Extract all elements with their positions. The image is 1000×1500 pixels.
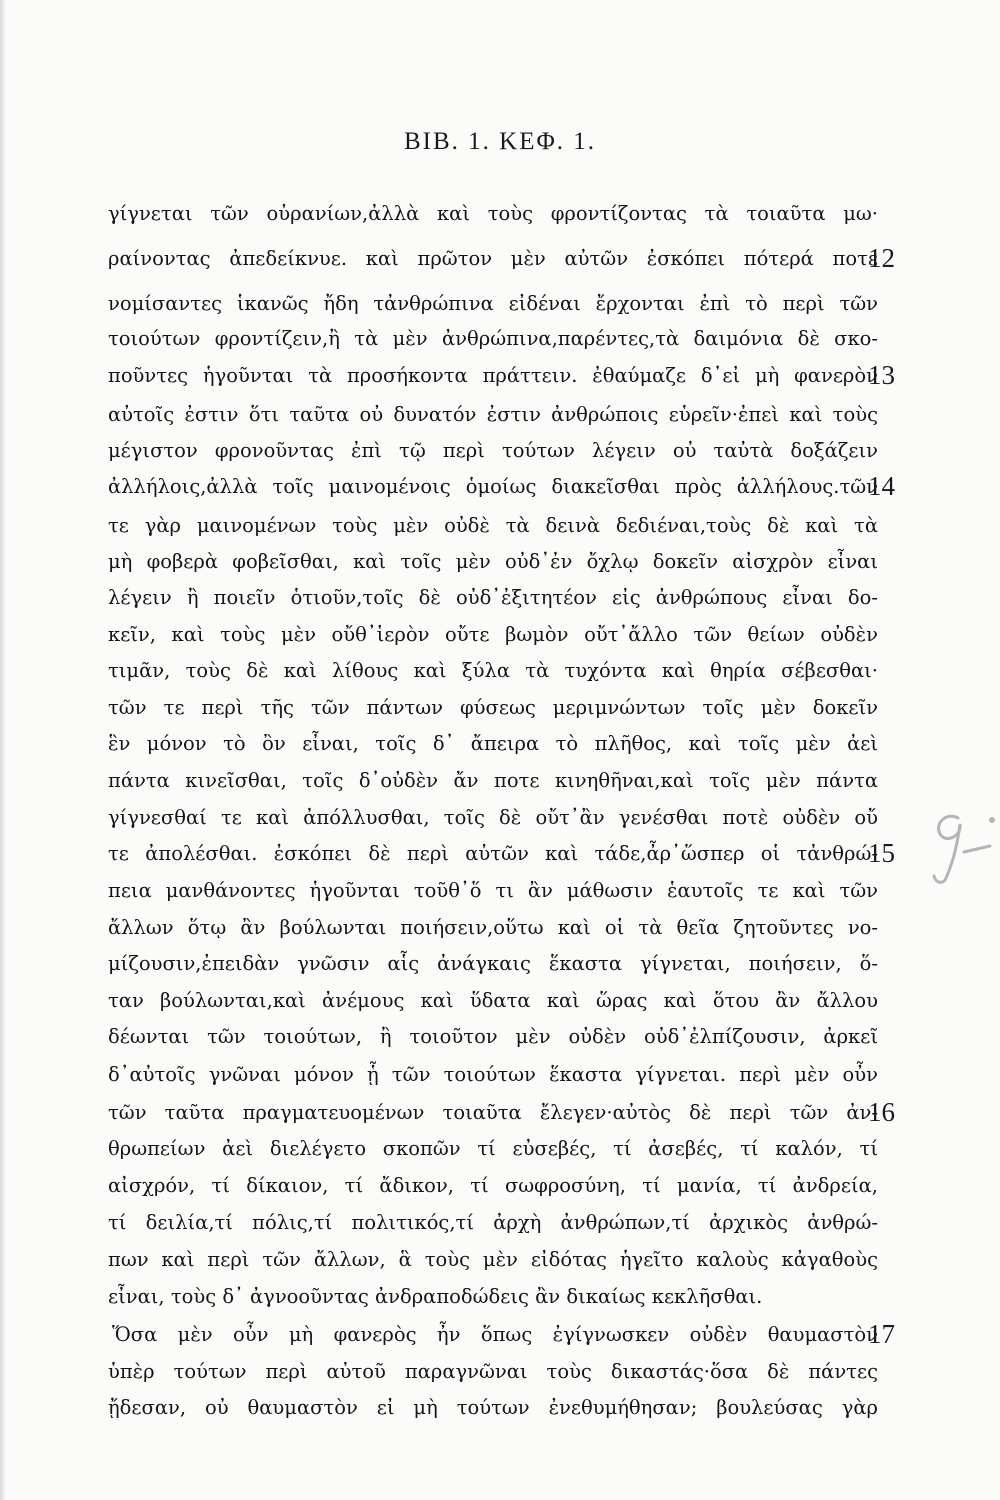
text-line: νομίσαντες ἱκανῶς ἤδη τἀνθρώπινα εἰδέναι ἔρχονται ἐπὶ τὸ περὶ τῶν xyxy=(108,292,878,315)
text-line: θρωπείων ἀεὶ διελέγετο σκοπῶν τί εὐσεβές, τί ἀσεβές, τί καλόν, τί xyxy=(108,1137,878,1160)
text-line: αἰσχρόν, τί δίκαιον, τί ἄδικον, τί σωφροσύνη, τί μανία, τί ἀνδρεία, xyxy=(108,1174,878,1197)
running-header: BIB. 1. ΚΕΦ. 1. xyxy=(403,128,597,155)
text-line: ἀλλήλοις,ἀλλὰ τοῖς μαινομένοις ὁμοίως διακεῖσθαι πρὸς ἀλλήλους.τῶν xyxy=(108,475,878,498)
text-line: μίζουσιν,ἐπειδὰν γνῶσιν αἷς ἀνάγκαις ἕκαστα γίγνεται, ποιήσειν, ὅ- xyxy=(108,952,878,975)
section-number: 14 xyxy=(868,471,895,501)
section-number: 12 xyxy=(868,243,895,273)
text-line: πάντα κινεῖσθαι, τοῖς δ᾽οὐδὲν ἄν ποτε κινηθῆναι,καὶ τοῖς μὲν πάντα xyxy=(108,769,878,792)
section-number: 13 xyxy=(868,360,895,390)
text-line: λέγειν ἢ ποιεῖν ὁτιοῦν,τοῖς δὲ οὐδ᾽ἐξιτητέον εἰς ἀνθρώπους εἶναι δο- xyxy=(108,586,878,609)
text-line: ὑπὲρ τούτων περὶ αὐτοῦ παραγνῶναι τοὺς δικαστάς·ὅσα δὲ πάντες xyxy=(108,1360,878,1383)
text-line: Ὅσα μὲν οὖν μὴ φανερὸς ἦν ὅπως ἐγίγνωσκεν οὐδὲν θαυμαστὸν xyxy=(112,1323,878,1346)
text-line: τιμᾶν, τοὺς δὲ καὶ λίθους καὶ ξύλα τὰ τυχόντα καὶ θηρία σέβεσθαι· xyxy=(108,659,878,682)
text-line: ραίνοντας ἀπεδείκνυε. καὶ πρῶτον μὲν αὐτῶν ἐσκόπει πότερά ποτε xyxy=(108,247,878,270)
text-line: ᾔδεσαν, οὐ θαυμαστὸν εἰ μὴ τούτων ἐνεθυμήθησαν; βουλεύσας γὰρ xyxy=(108,1396,878,1419)
text-line: μὴ φοβερὰ φοβεῖσθαι, καὶ τοῖς μὲν οὐδ᾽ἐν ὄχλῳ δοκεῖν αἰσχρὸν εἶναι xyxy=(108,550,878,573)
pencil-annotation-mark xyxy=(920,800,1000,890)
text-line: τοιούτων φροντίζειν,ἢ τὰ μὲν ἀνθρώπινα,παρέντες,τὰ δαιμόνια δὲ σκο- xyxy=(108,327,878,350)
text-line: τε γὰρ μαινομένων τοὺς μὲν οὐδὲ τὰ δεινὰ δεδιέναι,τοὺς δὲ καὶ τὰ xyxy=(108,514,878,537)
text-line: τί δειλία,τί πόλις,τί πολιτικός,τί ἀρχὴ ἀνθρώπων,τί ἀρχικὸς ἀνθρώ- xyxy=(108,1211,878,1234)
text-line: γίγνεται τῶν οὐρανίων,ἀλλὰ καὶ τοὺς φροντίζοντας τὰ τοιαῦτα μω· xyxy=(108,202,878,225)
text-line: αὐτοῖς ἐστιν ὅτι ταῦτα οὐ δυνατόν ἐστιν ἀνθρώποις εὑρεῖν·ἐπεὶ καὶ τοὺς xyxy=(108,403,878,426)
text-line: τῶν τε περὶ τῆς τῶν πάντων φύσεως μεριμνώντων τοῖς μὲν δοκεῖν xyxy=(108,696,878,719)
text-line: δ᾽αὐτοῖς γνῶναι μόνον ᾗ τῶν τοιούτων ἕκαστα γίγνεται. περὶ μὲν οὖν xyxy=(108,1063,878,1086)
text-line: κεῖν, καὶ τοὺς μὲν οὔθ᾽ἱερὸν οὔτε βωμὸν οὔτ᾽ἄλλο τῶν θείων οὐδὲν xyxy=(108,623,878,646)
text-line: γίγνεσθαί τε καὶ ἀπόλλυσθαι, τοῖς δὲ οὔτ᾽ἂν γενέσθαι ποτὲ οὐδὲν οὔ xyxy=(108,806,878,829)
text-line: ἄλλων ὅτῳ ἂν βούλωνται ποιήσειν,οὕτω καὶ οἱ τὰ θεῖα ζητοῦντες νο- xyxy=(108,916,878,939)
text-line: ἓν μόνον τὸ ὂν εἶναι, τοῖς δ᾽ ἄπειρα τὸ πλῆθος, καὶ τοῖς μὲν ἀεὶ xyxy=(108,732,878,755)
text-line: τε ἀπολέσθαι. ἐσκόπει δὲ περὶ αὐτῶν καὶ τάδε,ἆρ᾽ὥσπερ οἱ τἀνθρώ- xyxy=(108,842,878,865)
text-line: μέγιστον φρονοῦντας ἐπὶ τῷ περὶ τούτων λέγειν οὐ ταὐτὰ δοξάζειν xyxy=(108,439,878,462)
text-line: πων καὶ περὶ τῶν ἄλλων, ἃ τοὺς μὲν εἰδότας ἡγεῖτο καλοὺς κἀγαθοὺς xyxy=(108,1248,878,1271)
text-line: ποῦντες ἡγοῦνται τὰ προσήκοντα πράττειν. ἐθαύμαζε δ᾽εἰ μὴ φανερὸν xyxy=(108,364,878,387)
text-line: πεια μανθάνοντες ἡγοῦνται τοῦθ᾽ὅ τι ἂν μάθωσιν ἑαυτοῖς τε καὶ τῶν xyxy=(108,879,878,902)
text-line: ταν βούλωνται,καὶ ἀνέμους καὶ ὕδατα καὶ ὥρας καὶ ὅτου ἂν ἄλλου xyxy=(108,989,878,1012)
text-line: εἶναι, τοὺς δ᾽ ἀγνοοῦντας ἀνδραποδώδεις ἂν δικαίως κεκλῆσθαι. xyxy=(108,1285,763,1308)
section-number: 15 xyxy=(868,838,895,868)
section-number: 17 xyxy=(868,1319,895,1349)
text-line: δέωνται τῶν τοιούτων, ἢ τοιοῦτον μὲν οὐδὲν οὐδ᾽ἐλπίζουσιν, ἀρκεῖ xyxy=(108,1025,878,1048)
section-number: 16 xyxy=(868,1097,895,1127)
text-line: τῶν ταῦτα πραγματευομένων τοιαῦτα ἔλεγεν·αὐτὸς δὲ περὶ τῶν ἀν- xyxy=(108,1101,878,1124)
